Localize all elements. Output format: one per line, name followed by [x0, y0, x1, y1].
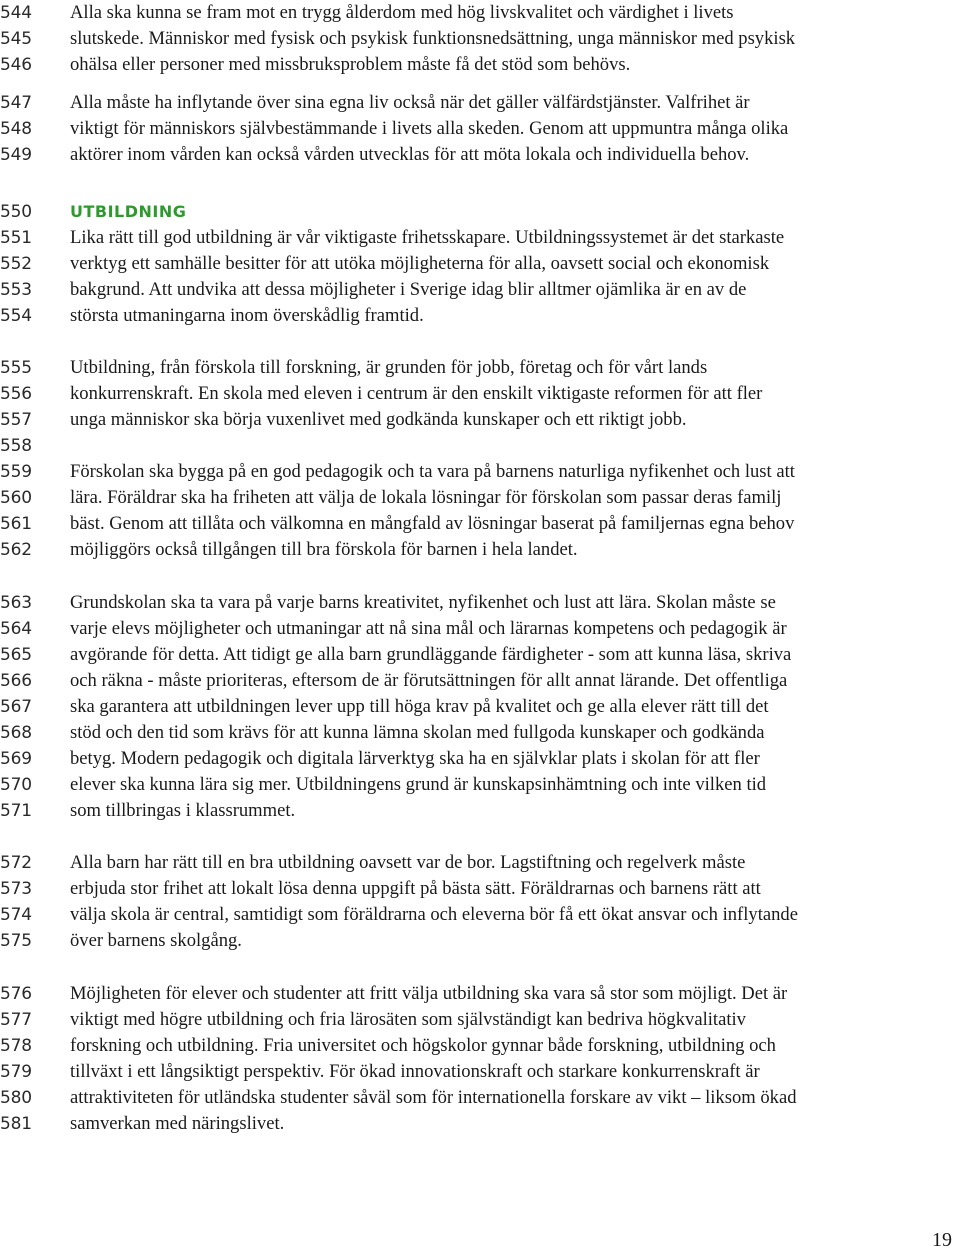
line-number: 562: [0, 540, 32, 560]
line-text: viktigt för människors självbestämmande i livets alla skeden. Genom att uppmuntra många olika: [70, 118, 789, 139]
text-line: [0, 746, 960, 772]
line-text: unga människor ska börja vuxenlivet med godkända kunskaper och ett riktigt jobb.: [70, 409, 687, 430]
line-number: 580: [0, 1088, 32, 1108]
line-number: 549: [0, 145, 32, 165]
line-text: erbjuda stor frihet att lokalt lösa denna uppgift på bästa sätt. Föräldrarnas och barnens rätt att: [70, 878, 761, 899]
line-text: Alla barn har rätt till en bra utbildning oavsett var de bor. Lagstiftning och regelverk måste: [70, 852, 746, 873]
text-line: [0, 876, 960, 902]
line-number: 547: [0, 93, 32, 113]
text-line: [0, 928, 960, 954]
text-line: [0, 485, 960, 511]
text-line: [0, 459, 960, 485]
line-text: Lika rätt till god utbildning är vår viktigaste frihetsskapare. Utbildningssystemet är det starkaste: [70, 227, 785, 248]
text-line: [0, 90, 960, 116]
text-line: [0, 407, 960, 433]
text-line: [0, 668, 960, 694]
line-number: 554: [0, 306, 32, 326]
text-line: [0, 694, 960, 720]
line-number: 581: [0, 1114, 32, 1134]
line-number: 553: [0, 280, 32, 300]
line-number: 579: [0, 1062, 32, 1082]
line-text: Grundskolan ska ta vara på varje barns kreativitet, nyfikenhet och lust att lära. Skolan måste se: [70, 592, 776, 613]
line-number: 551: [0, 228, 32, 248]
line-number: 556: [0, 384, 32, 404]
line-text: och räkna - måste prioriteras, eftersom de är förutsättningen för allt annat lärande. Det offentliga: [70, 670, 788, 691]
line-text: bakgrund. Att undvika att dessa möjligheter i Sverige idag blir alltmer ojämlika är en av de: [70, 279, 747, 300]
line-text: verktyg ett samhälle besitter för att utöka möjligheterna för alla, oavsett social och ekonomisk: [70, 253, 770, 274]
line-text: möjliggörs också tillgången till bra förskola för barnen i hela landet.: [70, 539, 578, 560]
text-line: [0, 303, 960, 329]
line-text: tillväxt i ett långsiktigt perspektiv. För ökad innovationskraft och starkare konkurrenskraft är: [70, 1061, 760, 1082]
line-text: stöd och den tid som krävs för att kunna lämna skolan med fullgoda kunskaper och godkända: [70, 722, 765, 743]
line-text: största utmaningarna inom överskådlig framtid.: [70, 305, 424, 326]
text-line: [0, 616, 960, 642]
line-text: samverkan med näringslivet.: [70, 1113, 285, 1134]
line-text: slutskede. Människor med fysisk och psykisk funktionsnedsättning, unga människor med psykisk: [70, 28, 796, 49]
line-number: 557: [0, 410, 32, 430]
line-number: 573: [0, 879, 32, 899]
line-number: 559: [0, 462, 32, 482]
text-line: [0, 850, 960, 876]
line-text: elever ska kunna lära sig mer. Utbildningens grund är kunskapsinhämtning och inte vilken tid: [70, 774, 767, 795]
line-number: 574: [0, 905, 32, 925]
line-number: 564: [0, 619, 32, 639]
text-line: [0, 225, 960, 251]
line-text: konkurrenskraft. En skola med eleven i centrum är den enskilt viktigaste reformen för att fler: [70, 383, 763, 404]
line-number: 552: [0, 254, 32, 274]
line-text: Möjligheten för elever och studenter att fritt välja utbildning ska vara så stor som möjligt. Det är: [70, 983, 788, 1004]
line-number: 577: [0, 1010, 32, 1030]
text-line: [0, 116, 960, 142]
section-heading: UTBILDNING: [70, 202, 187, 221]
text-line: [0, 381, 960, 407]
line-number: 571: [0, 801, 32, 821]
text-line: [0, 772, 960, 798]
line-number: 578: [0, 1036, 32, 1056]
text-line: [0, 981, 960, 1007]
line-text: Förskolan ska bygga på en god pedagogik och ta vara på barnens naturliga nyfikenhet och lust att: [70, 461, 795, 482]
line-number: 567: [0, 697, 32, 717]
line-text: Alla ska kunna se fram mot en trygg ålderdom med hög livskvalitet och värdighet i livets: [70, 2, 734, 23]
line-number: 545: [0, 29, 32, 49]
line-text: ska garantera att utbildningen lever upp till höga krav på kvalitet och ge alla elever rätt till det: [70, 696, 769, 717]
section-heading-row: [0, 199, 960, 225]
page-number: 19: [932, 1229, 952, 1251]
line-text: varje elevs möjligheter och utmaningar att nå sina mål och lärarnas kompetens och pedagogik är: [70, 618, 787, 639]
text-line: [0, 798, 960, 824]
line-number: 565: [0, 645, 32, 665]
line-text: bäst. Genom att tillåta och välkomna en mångfald av lösningar baserat på familjernas egna behov: [70, 513, 795, 534]
text-line: [0, 52, 960, 78]
line-number: 568: [0, 723, 32, 743]
text-line: [0, 590, 960, 616]
text-line: [0, 902, 960, 928]
text-line: [0, 277, 960, 303]
line-text: Utbildning, från förskola till forskning, är grunden för jobb, företag och för vårt lands: [70, 357, 708, 378]
line-number: 555: [0, 358, 32, 378]
line-text: lära. Föräldrar ska ha friheten att välja de lokala lösningar för förskolan som passar deras familj: [70, 487, 782, 508]
text-line: [0, 0, 960, 26]
line-number: 563: [0, 593, 32, 613]
text-line: [0, 1111, 960, 1137]
text-line: [0, 433, 960, 459]
text-line: [0, 1007, 960, 1033]
text-line: [0, 1085, 960, 1111]
line-number: 561: [0, 514, 32, 534]
line-text: betyg. Modern pedagogik och digitala lärverktyg ska ha en självklar plats i skolan för att fler: [70, 748, 760, 769]
line-text: viktigt med högre utbildning och fria lärosäten som självständigt kan bedriva högkvalitativ: [70, 1009, 746, 1030]
line-number: 558: [0, 436, 32, 456]
text-line: [0, 537, 960, 563]
text-line: [0, 1059, 960, 1085]
line-text: avgörande för detta. Att tidigt ge alla barn grundläggande färdigheter - som att kunna läsa, skriva: [70, 644, 792, 665]
line-number: 576: [0, 984, 32, 1004]
line-number: 546: [0, 55, 32, 75]
line-number: 572: [0, 853, 32, 873]
line-number: 560: [0, 488, 32, 508]
text-line: [0, 511, 960, 537]
line-number: 548: [0, 119, 32, 139]
line-text: ohälsa eller personer med missbruksproblem måste få det stöd som behövs.: [70, 54, 631, 75]
line-text: som tillbringas i klassrummet.: [70, 800, 296, 821]
text-line: [0, 720, 960, 746]
line-number: 570: [0, 775, 32, 795]
line-text: attraktiviteten för utländska studenter såväl som för internationella forskare av vikt – liksom ökad: [70, 1087, 797, 1108]
text-line: [0, 642, 960, 668]
text-line: [0, 142, 960, 168]
line-text: aktörer inom vården kan också vården utvecklas för att möta lokala och individuella behov.: [70, 144, 750, 165]
line-text: över barnens skolgång.: [70, 930, 242, 951]
line-text: forskning och utbildning. Fria universitet och högskolor gynnar både forskning, utbildning och: [70, 1035, 776, 1056]
line-number: 550: [0, 202, 32, 222]
text-line: [0, 1033, 960, 1059]
line-number: 544: [0, 3, 32, 23]
text-line: [0, 251, 960, 277]
line-text: Alla måste ha inflytande över sina egna liv också när det gäller välfärdstjänster. Valfrihet är: [70, 92, 750, 113]
line-number: 575: [0, 931, 32, 951]
line-number: 569: [0, 749, 32, 769]
line-number: 566: [0, 671, 32, 691]
text-line: [0, 26, 960, 52]
line-text: välja skola är central, samtidigt som föräldrarna och eleverna bör få ett ökat ansvar och inflytande: [70, 904, 798, 925]
text-line: [0, 355, 960, 381]
